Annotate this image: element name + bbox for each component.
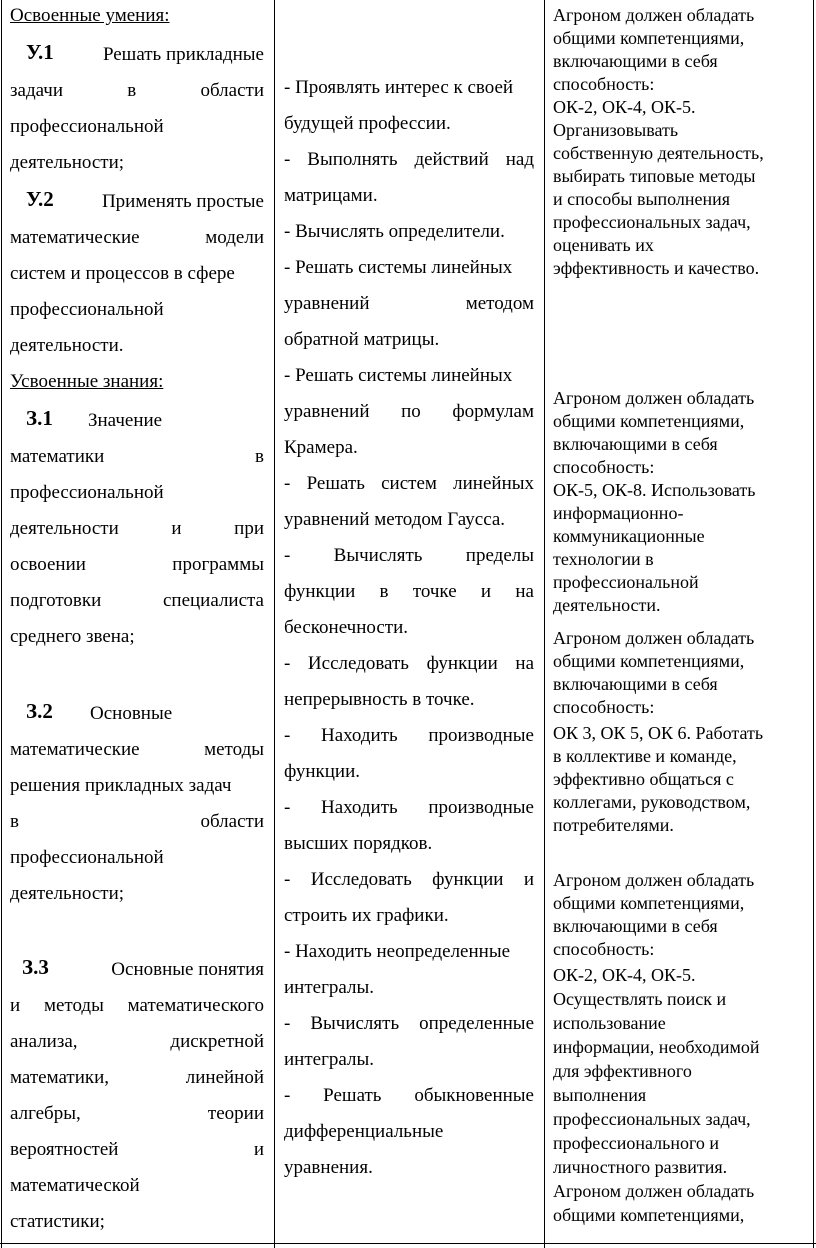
competence-line: технологии в — [553, 549, 654, 569]
skill-code-u2: У.2 — [26, 187, 54, 211]
competence-line: профессиональной — [553, 572, 699, 592]
activity-line: Крамера. — [284, 437, 358, 458]
competence-line: профессионального и — [553, 1133, 720, 1153]
column-divider-1 — [274, 0, 275, 1248]
table-border-right — [813, 0, 814, 1248]
knowledge-z2-line: математические методы — [10, 739, 264, 760]
activity-line: будущей профессии. — [284, 113, 451, 134]
activity-line: непрерывность в точке. — [284, 689, 475, 710]
activity-line: - Решать обыкновенные — [284, 1085, 534, 1106]
competence-line: включающими в себя — [553, 916, 718, 936]
activity-line: - Решать систем линейных — [284, 473, 534, 494]
competence-line: информации, необходимой — [553, 1037, 760, 1057]
competence-line: выбирать типовые методы — [553, 166, 756, 186]
activity-line: функции. — [284, 761, 360, 782]
skill-u2-line: систем и процессов в сфере — [10, 263, 235, 284]
competence-line: включающими в себя — [553, 434, 718, 454]
activity-line: уравнений методом — [284, 293, 534, 314]
competence-line: профессиональных задач, — [553, 1109, 751, 1129]
activity-line: обратной матрицы. — [284, 329, 440, 350]
activity-line: - Находить неопределенные — [284, 941, 511, 962]
activity-line: интегралы. — [284, 977, 374, 998]
competence-line: ОК-5, ОК-8. Использовать — [553, 480, 756, 500]
skill-u2-line: деятельности. — [10, 335, 124, 356]
activity-line: уравнения. — [284, 1157, 373, 1178]
competence-line: способность: — [553, 457, 655, 477]
knowledge-z3-line: вероятностей и — [10, 1139, 264, 1160]
skill-u1-line: деятельности; — [10, 152, 125, 173]
knowledge-heading: Усвоенные знания: — [10, 371, 164, 392]
knowledge-z2-line: в области — [10, 811, 264, 832]
skill-code-u1: У.1 — [26, 40, 54, 64]
competence-line: Организовывать — [553, 120, 679, 140]
activity-line: уравнений по формулам — [284, 401, 534, 422]
competence-line: деятельности. — [553, 595, 661, 615]
competence-line: коллегами, руководством, — [553, 792, 751, 812]
competence-line: ОК 3, ОК 5, ОК 6. Работать — [553, 723, 764, 743]
skills-heading: Освоенные умения: — [10, 5, 170, 26]
knowledge-z3-line: анализа, дискретной — [10, 1031, 264, 1052]
activity-line: бесконечности. — [284, 617, 409, 638]
knowledge-z1-line: деятельности и при — [10, 518, 264, 539]
competence-line: эффективно общаться с — [553, 769, 734, 789]
skill-u2-line: Применять простые — [101, 191, 264, 212]
knowledge-z3-line: статистики; — [10, 1211, 105, 1232]
competence-line: включающими в себя — [553, 674, 718, 694]
competence-line: Агроном должен обладать — [553, 628, 755, 648]
competence-line: в коллективе и команде, — [553, 746, 737, 766]
activity-line: дифференциальные — [284, 1121, 444, 1142]
knowledge-z2-line: Основные — [90, 703, 173, 724]
knowledge-z3-line: алгебры, теории — [10, 1103, 264, 1124]
knowledge-code-z2: З.2 — [26, 699, 53, 723]
competence-line: Агроном должен обладать — [553, 1181, 755, 1201]
activity-line: - Исследовать функции на — [284, 653, 534, 674]
activity-line: - Решать системы линейных — [284, 257, 513, 278]
competence-line: Осуществлять поиск и — [553, 989, 727, 1009]
knowledge-z3-line: и методы математического — [10, 995, 264, 1016]
competence-line: для эффективного — [553, 1061, 692, 1081]
competence-line: Агроном должен обладать — [553, 388, 755, 408]
activity-line: матрицами. — [284, 185, 378, 206]
knowledge-z2-line: деятельности; — [10, 883, 125, 904]
competence-line: оценивать их — [553, 235, 654, 255]
knowledge-code-z1: З.1 — [26, 406, 53, 430]
table-border-left — [1, 0, 2, 1248]
competence-line: общими компетенциями, — [553, 28, 745, 48]
competence-line: общими компетенциями, — [553, 893, 745, 913]
competence-line: профессиональных задач, — [553, 212, 751, 232]
competence-line: эффективность и качество. — [553, 258, 760, 278]
knowledge-z1-line: профессиональной — [10, 482, 164, 503]
competence-line: коммуникационные — [553, 526, 705, 546]
competence-line: собственную деятельность, — [553, 143, 764, 163]
competence-line: общими компетенциями, — [553, 411, 745, 431]
activity-line: - Решать системы линейных — [284, 365, 513, 386]
column-divider-2 — [544, 0, 545, 1248]
knowledge-z1-line: освоении программы — [10, 554, 264, 575]
competence-line: способность: — [553, 697, 655, 717]
knowledge-z3-line: математической — [10, 1175, 140, 1196]
knowledge-z2-line: решения прикладных задач — [10, 775, 232, 796]
knowledge-z1-line: подготовки специалиста — [10, 590, 264, 611]
knowledge-z1-line: Значение — [88, 410, 163, 431]
competence-line: общими компетенциями, — [553, 1205, 745, 1225]
skill-u2-line: математические модели — [10, 227, 264, 248]
activity-line: - Выполнять действий над — [284, 149, 534, 170]
knowledge-code-z3: З.3 — [22, 955, 49, 979]
knowledge-z3-line: Основные понятия — [111, 959, 264, 980]
activity-line: - Вычислять определенные — [284, 1013, 534, 1034]
activity-line: - Проявлять интерес к своей — [284, 77, 514, 98]
activity-line: - Вычислять определители. — [284, 221, 505, 242]
skill-u1-line: задачи в области — [10, 80, 264, 101]
activity-line: - Вычислять пределы — [284, 545, 534, 566]
competence-line: общими компетенциями, — [553, 651, 745, 671]
activity-line: - Исследовать функции и — [284, 869, 534, 890]
competence-line: включающими в себя — [553, 51, 718, 71]
competence-line: Агроном должен обладать — [553, 5, 755, 25]
activity-line: функции в точке и на — [284, 581, 534, 602]
table-bottom-border — [0, 1243, 816, 1244]
competence-line: ОК-2, ОК-4, ОК-5. — [553, 965, 696, 985]
knowledge-z3-line: математики, линейной — [10, 1067, 264, 1088]
competence-line: Агроном должен обладать — [553, 870, 755, 890]
competence-line: информационно- — [553, 503, 684, 523]
knowledge-z1-line: математики в — [10, 446, 264, 467]
activity-line: строить их графики. — [284, 905, 449, 926]
competence-line: и способы выполнения — [553, 189, 731, 209]
skill-u1-line: профессиональной — [10, 116, 164, 137]
competence-line: использование — [553, 1013, 666, 1033]
activity-line: - Находить производные — [284, 725, 534, 746]
competence-line: ОК-2, ОК-4, ОК-5. — [553, 97, 696, 117]
knowledge-z2-line: профессиональной — [10, 847, 164, 868]
competence-line: личностного развития. — [553, 1157, 728, 1177]
knowledge-z1-line: среднего звена; — [10, 626, 135, 647]
activity-line: интегралы. — [284, 1049, 374, 1070]
competence-line: способность: — [553, 939, 655, 959]
skill-u1-line: Решать прикладные — [102, 44, 264, 65]
activity-line: высших порядков. — [284, 833, 433, 854]
skill-u2-line: профессиональной — [10, 299, 164, 320]
competence-line: способность: — [553, 74, 655, 94]
activity-line: - Находить производные — [284, 797, 534, 818]
competence-line: выполнения — [553, 1085, 647, 1105]
competence-line: потребителями. — [553, 815, 674, 835]
activity-line: уравнений методом Гаусса. — [284, 509, 506, 530]
